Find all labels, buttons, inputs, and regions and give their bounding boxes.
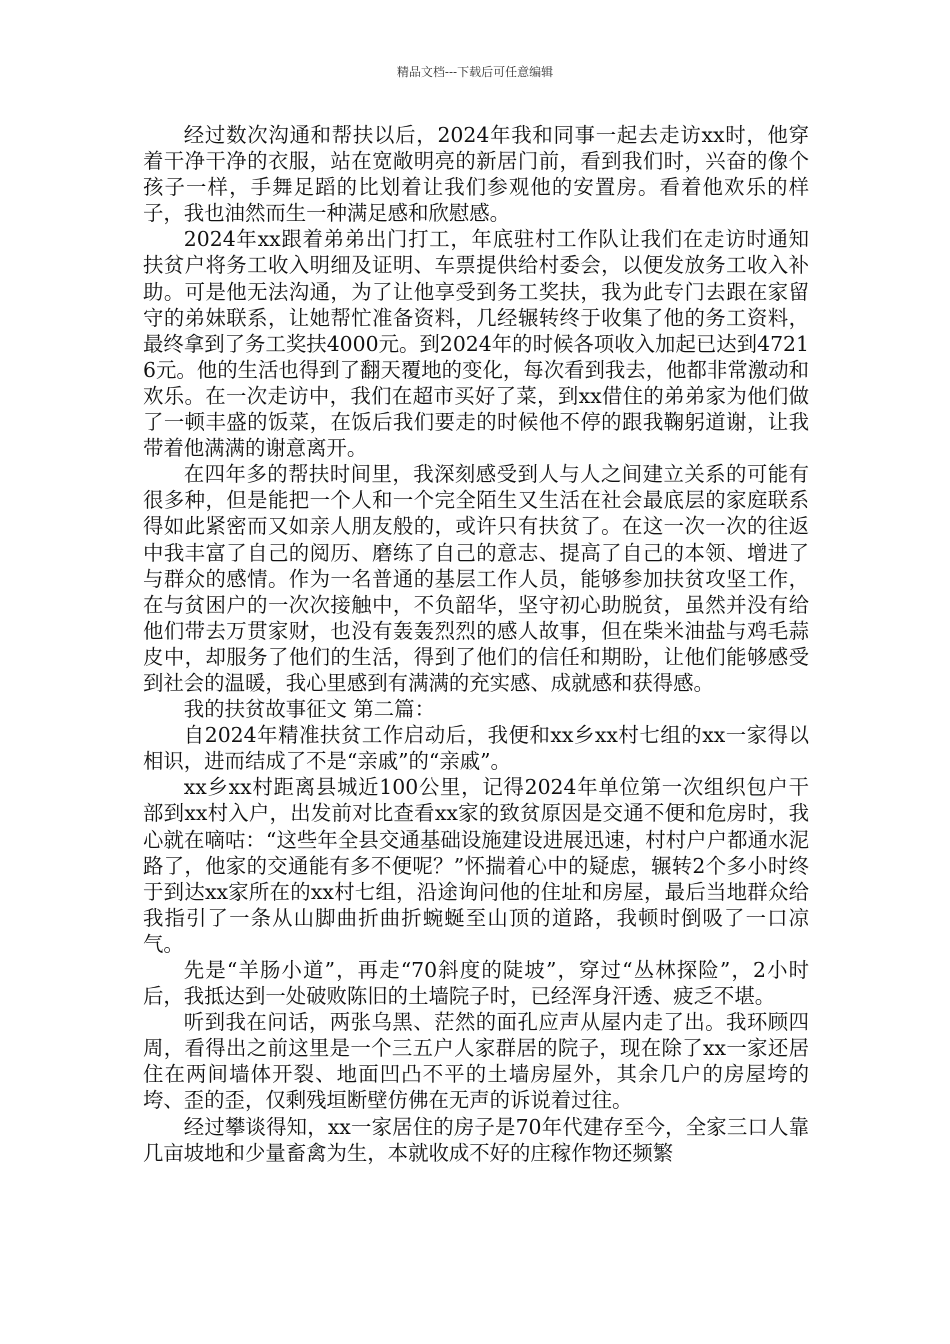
paragraph: xx乡xx村距离县城近100公里，记得2024年单位第一次组织包户干部到xx村入户，出发前对比查看xx家的致贫原因是交通不便和危房时，我心就在嘀咕：“这些年全县交通基础设施建设进展迅速，村村户户都通水泥路了，他家的交通能有多不便呢？”怀揣着心中的疑虑，辗转2个多小时终于到达xx家所在的xx村七组，沿途询问他的住址和房屋，最后当地群众给我指引了一条从山脚曲折曲折蜿蜒至山顶的道路，我顿时倒吸了一口凉气。 — [143, 775, 809, 956]
paragraph: 2024年xx跟着弟弟出门打工，年底驻村工作队让我们在走访时通知扶贫户将务工收入明细及证明、车票提供给村委会，以便发放务工收入补助。可是他无法沟通，为了让他享受到务工奖扶，我为此专门去跟在家留守的弟妹联系，让她帮忙准备资料，几经辗转终于收集了他的务工资料，最终拿到了务工奖扶4000元。到2024年的时候各项收入加起已达到47216元。他的生活也得到了翻天覆地的变化，每次看到我去，他都非常激动和欢乐。在一次走访中，我们在超市买好了菜，到xx借住的弟弟家为他们做了一顿丰盛的饭菜，在饭后我们要走的时候他不停的跟我鞠躬道谢，让我带着他满满的谢意离开。 — [143, 227, 809, 461]
page-header: 精品文档---下载后可任意编辑 — [396, 65, 554, 79]
paragraph: 先是“羊肠小道”，再走“70斜度的陡坡”，穿过“丛林探险”，2小时后，我抵达到一处破败陈旧的土墙院子时，已经浑身汗透、疲乏不堪。 — [143, 958, 809, 1009]
document-body — [143, 122, 809, 1166]
paragraph: 听到我在问话，两张乌黑、茫然的面孔应声从屋内走了出。我环顾四周，看得出之前这里是一个三五户人家群居的院子，现在除了xx一家还居住在两间墙体开裂、地面凹凸不平的土墙房屋外，其余几户的房屋垮的垮、歪的歪，仅剩残垣断壁仿佛在无声的诉说着过往。 — [143, 1010, 809, 1113]
paragraph: 经过攀谈得知，xx一家居住的房子是70年代建存至今，全家三口人靠几亩坡地和少量畜禽为生，本就收成不好的庄稼作物还频繁 — [143, 1114, 809, 1165]
paragraph: 经过数次沟通和帮扶以后，2024年我和同事一起去走访xx时，他穿着干净干净的衣服，站在宽敞明亮的新居门前，看到我们时，兴奋的像个孩子一样，手舞足蹈的比划着让我们参观他的安置房。看着他欢乐的样子，我也油然而生一种满足感和欣慰感。 — [143, 123, 809, 226]
section-heading: 我的扶贫故事征文 第二篇： — [183, 697, 435, 722]
paragraph: 在四年多的帮扶时间里，我深刻感受到人与人之间建立关系的可能有很多种，但是能把一个人和一个完全陌生又生活在社会最底层的家庭联系得如此紧密而又如亲人朋友般的，或许只有扶贫了。在这一次一次的往返中我丰富了自己的阅历、磨练了自己的意志、提高了自己的本领、增进了与群众的感情。作为一名普通的基层工作人员，能够参加扶贫攻坚工作，在与贫困户的一次次接触中，不负韶华，坚守初心助脱贫，虽然并没有给他们带去万贯家财，也没有轰轰烈烈的感人故事，但在柴米油盐与鸡毛蒜皮中，却服务了他们的生活，得到了他们的信任和期盼，让他们能够感受到社会的温暖，我心里感到有满满的充实感、成就感和获得感。 — [143, 462, 809, 695]
paragraph: 自2024年精准扶贫工作启动后，我便和xx乡xx村七组的xx一家得以相识，进而结成了不是“亲戚”的“亲戚”。 — [143, 723, 809, 774]
